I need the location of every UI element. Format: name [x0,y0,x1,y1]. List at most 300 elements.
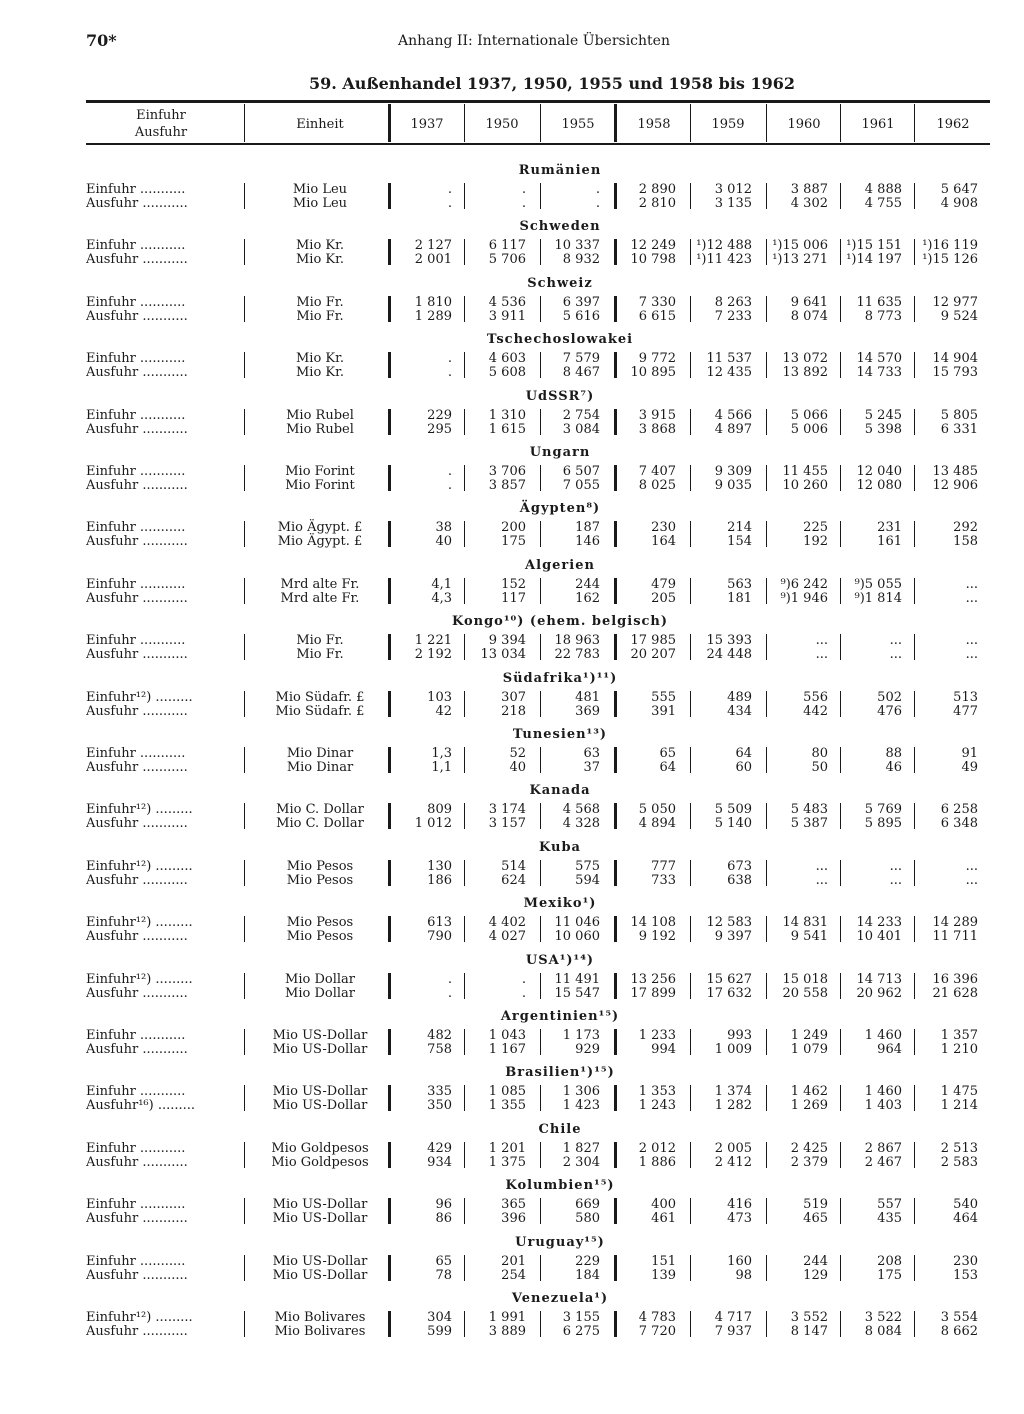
value-cell-1958: 2 012 [638,1141,676,1156]
value-cell-1958: 1 243 [638,1098,676,1113]
value-cell-1937: 229 [427,408,452,423]
value-cell-1959: 2 412 [714,1155,752,1170]
column-divider [540,916,541,942]
column-divider [244,634,245,660]
value-cell-1950: 3 174 [488,802,526,817]
value-cell-1960: 13 072 [782,351,828,366]
import-label: Einfuhr ........... [86,1198,186,1212]
value-cell-1960: 519 [803,1197,828,1212]
export-label: Ausfuhr ........... [86,874,188,888]
value-cell-1961: 20 962 [856,986,902,1001]
country-heading: Rumänien [518,163,602,178]
value-cell-1937: 42 [435,704,452,719]
value-cell-1937: 4,1 [431,577,452,592]
column-divider [244,803,245,829]
value-cell-1962: 1 357 [940,1028,978,1043]
export-label: Ausfuhr ........... [86,423,188,437]
column-divider [840,296,841,322]
value-cell-1961: 476 [877,704,902,719]
value-cell-1960: ⁹)1 946 [780,591,828,606]
column-divider [614,521,617,547]
value-cell-1961: 2 867 [864,1141,902,1156]
value-cell-1961: ... [889,647,902,662]
unit-cell: Mio US-Dollar [272,1197,368,1212]
value-cell-1937: 96 [435,1197,452,1212]
column-divider [766,1255,767,1281]
value-cell-1955: 187 [575,520,600,535]
column-divider [690,183,691,209]
column-divider [614,578,617,604]
country-heading: Südafrika¹)¹¹) [502,671,618,686]
value-cell-1950: 201 [501,1254,526,1269]
value-cell-1937: . [447,196,452,211]
value-cell-1955: 229 [575,1254,600,1269]
value-cell-1961: ¹)14 197 [846,252,902,267]
import-label: Einfuhr ........... [86,747,186,761]
value-cell-1961: 161 [877,534,902,549]
column-divider [614,1085,617,1111]
import-label: Einfuhr ........... [86,183,186,197]
column-divider [614,860,617,886]
value-cell-1961: 8 773 [864,309,902,324]
value-cell-1959: 7 937 [714,1324,752,1339]
column-divider [914,691,915,717]
column-divider [244,1311,245,1337]
value-cell-1960: 1 462 [790,1084,828,1099]
value-cell-1962: ... [965,647,978,662]
value-cell-1960: 8 147 [790,1324,828,1339]
column-divider [540,691,541,717]
value-cell-1958: 9 192 [638,929,676,944]
value-cell-1955: 10 060 [554,929,600,944]
column-divider [914,803,915,829]
value-cell-1958: 3 915 [638,408,676,423]
running-head: Anhang II: Internationale Übersichten [398,33,670,49]
value-cell-1960: 465 [803,1211,828,1226]
country-heading: Schweden [519,219,601,234]
column-divider [690,1198,691,1224]
value-cell-1950: 1 167 [488,1042,526,1057]
import-label: Einfuhr ........... [86,1029,186,1043]
value-cell-1961: 14 570 [856,351,902,366]
column-divider [388,1255,391,1281]
value-cell-1960: 556 [803,690,828,705]
value-cell-1955: 146 [575,534,600,549]
unit-cell: Mio US-Dollar [272,1098,368,1113]
column-divider [244,916,245,942]
value-cell-1955: 6 275 [562,1324,600,1339]
column-divider [914,1255,915,1281]
value-cell-1955: . [595,196,600,211]
value-cell-1960: 15 018 [782,972,828,987]
value-cell-1937: 809 [427,802,452,817]
value-cell-1955: 37 [583,760,600,775]
value-cell-1955: 575 [575,859,600,874]
column-divider [388,1029,391,1055]
value-cell-1962: 6 331 [940,422,978,437]
column-divider [690,409,691,435]
unit-cell: Mio Pesos [286,873,354,888]
country-heading: Tschechoslowakei [486,332,634,347]
column-divider [766,973,767,999]
column-divider [464,860,465,886]
value-cell-1958: 230 [651,520,676,535]
value-cell-1958: 8 025 [638,478,676,493]
column-divider [690,973,691,999]
value-cell-1961: ... [889,859,902,874]
export-label: Ausfuhr ........... [86,310,188,324]
column-divider [540,183,541,209]
export-label: Ausfuhr ........... [86,1325,188,1339]
unit-cell: Mio Bolivares [274,1310,366,1325]
import-row [0,409,1024,423]
column-divider [766,352,767,378]
country-heading: Kolumbien¹⁵) [505,1178,615,1193]
unit-cell: Mio Pesos [286,929,354,944]
value-cell-1937: 2 127 [414,238,452,253]
column-divider [244,578,245,604]
column-divider [540,1142,541,1168]
value-cell-1950: 9 394 [488,633,526,648]
value-cell-1955: 481 [575,690,600,705]
import-row [0,239,1024,253]
column-divider [614,634,617,660]
value-cell-1950: 218 [501,704,526,719]
value-cell-1958: 10 895 [630,365,676,380]
export-row [0,1325,1024,1339]
value-cell-1960: 80 [811,746,828,761]
value-cell-1937: 40 [435,534,452,549]
value-cell-1955: 3 155 [562,1310,600,1325]
import-label: Einfuhr¹²) ......... [86,973,193,987]
column-divider [914,521,915,547]
export-row [0,874,1024,888]
column-divider [614,352,617,378]
column-divider [244,465,245,491]
column-divider [464,296,465,322]
column-divider [840,1085,841,1111]
column-header-year: 1950 [485,116,519,132]
value-cell-1961: 208 [877,1254,902,1269]
value-cell-1937: 599 [427,1324,452,1339]
column-divider [840,1029,841,1055]
value-cell-1955: 4 328 [562,816,600,831]
column-divider [914,409,915,435]
value-cell-1962: 11 711 [932,929,978,944]
value-cell-1937: 38 [435,520,452,535]
value-cell-1955: 6 507 [562,464,600,479]
import-row [0,1029,1024,1043]
value-cell-1959: 9 397 [714,929,752,944]
value-cell-1950: 1 615 [488,422,526,437]
unit-cell: Mio US-Dollar [272,1084,368,1099]
column-divider [766,916,767,942]
export-label: Ausfuhr ........... [86,930,188,944]
column-divider [388,634,391,660]
value-cell-1959: 12 435 [706,365,752,380]
import-row [0,803,1024,817]
column-divider [540,409,541,435]
value-cell-1937: . [447,986,452,1001]
value-cell-1959: 1 009 [714,1042,752,1057]
value-cell-1962: 230 [953,1254,978,1269]
value-cell-1937: 934 [427,1155,452,1170]
unit-cell: Mio Dollar [285,986,355,1001]
column-divider [244,183,245,209]
header-divider [540,104,541,142]
value-cell-1962: ... [965,873,978,888]
value-cell-1950: . [521,986,526,1001]
column-divider [840,1311,841,1337]
unit-cell: Mio Forint [285,464,355,479]
import-label: Einfuhr¹²) ......... [86,860,193,874]
export-row [0,1212,1024,1226]
value-cell-1950: 307 [501,690,526,705]
value-cell-1960: 1 079 [790,1042,828,1057]
column-divider [388,239,391,265]
value-cell-1950: 4 536 [488,295,526,310]
value-cell-1959: 4 717 [714,1310,752,1325]
value-cell-1959: 160 [727,1254,752,1269]
column-divider [690,1142,691,1168]
value-cell-1960: 9 641 [790,295,828,310]
value-cell-1961: 5 245 [864,408,902,423]
column-divider [464,1085,465,1111]
unit-cell: Mio Ägypt. £ [277,534,363,549]
value-cell-1961: ⁹)5 055 [854,577,902,592]
value-cell-1960: 11 455 [782,464,828,479]
import-row [0,634,1024,648]
value-cell-1950: 3 911 [488,309,526,324]
column-divider [464,183,465,209]
export-row [0,761,1024,775]
value-cell-1955: 929 [575,1042,600,1057]
unit-cell: Mio Kr. [295,351,345,366]
value-cell-1955: 2 754 [562,408,600,423]
column-divider [690,352,691,378]
column-divider [766,296,767,322]
import-row [0,1311,1024,1325]
value-cell-1955: 22 783 [554,647,600,662]
value-cell-1958: 1 353 [638,1084,676,1099]
value-cell-1961: 4 888 [864,182,902,197]
value-cell-1950: . [521,196,526,211]
value-cell-1962: 6 348 [940,816,978,831]
import-row [0,1142,1024,1156]
column-divider [840,578,841,604]
unit-cell: Mio Fr. [296,647,344,662]
value-cell-1959: 638 [727,873,752,888]
value-cell-1955: 10 337 [554,238,600,253]
column-divider [244,296,245,322]
value-cell-1960: 5 006 [790,422,828,437]
value-cell-1959: 993 [727,1028,752,1043]
value-cell-1962: 1 475 [940,1084,978,1099]
column-divider [766,1085,767,1111]
column-header-unit: Einheit [296,116,344,132]
value-cell-1960: ... [815,873,828,888]
country-heading: Kanada [529,783,591,798]
import-label: Einfuhr ........... [86,296,186,310]
value-cell-1962: 477 [953,704,978,719]
column-divider [766,409,767,435]
import-row [0,860,1024,874]
value-cell-1959: 673 [727,859,752,874]
country-heading: Uruguay¹⁵) [515,1235,605,1250]
value-cell-1958: 2 890 [638,182,676,197]
column-divider [388,691,391,717]
export-row [0,592,1024,606]
value-cell-1962: 15 793 [932,365,978,380]
column-divider [840,239,841,265]
value-cell-1958: 733 [651,873,676,888]
value-cell-1961: 557 [877,1197,902,1212]
unit-cell: Mio Kr. [295,365,345,380]
value-cell-1950: 1 201 [488,1141,526,1156]
value-cell-1937: 758 [427,1042,452,1057]
value-cell-1950: 1 355 [488,1098,526,1113]
value-cell-1958: 461 [651,1211,676,1226]
column-divider [914,634,915,660]
column-divider [840,747,841,773]
column-divider [244,860,245,886]
column-divider [914,465,915,491]
value-cell-1955: 7 579 [562,351,600,366]
value-cell-1950: 4 027 [488,929,526,944]
column-divider [690,803,691,829]
value-cell-1955: 580 [575,1211,600,1226]
export-label: Ausfuhr ........... [86,1212,188,1226]
unit-cell: Mio Dinar [286,760,354,775]
value-cell-1962: 513 [953,690,978,705]
column-divider [388,352,391,378]
value-cell-1960: 192 [803,534,828,549]
import-row [0,521,1024,535]
value-cell-1962: 4 908 [940,196,978,211]
value-cell-1961: 10 401 [856,929,902,944]
value-cell-1958: 205 [651,591,676,606]
value-cell-1950: 175 [501,534,526,549]
value-cell-1950: 117 [501,591,526,606]
unit-cell: Mio Dollar [285,972,355,987]
value-cell-1958: 7 407 [638,464,676,479]
value-cell-1937: 2 001 [414,252,452,267]
column-divider [766,691,767,717]
unit-cell: Mio Goldpesos [271,1141,369,1156]
value-cell-1960: 5 483 [790,802,828,817]
column-divider [840,183,841,209]
value-cell-1958: 14 108 [630,915,676,930]
value-cell-1959: 5 140 [714,816,752,831]
value-cell-1961: ¹)15 151 [846,238,902,253]
value-cell-1959: 98 [735,1268,752,1283]
value-cell-1958: 3 868 [638,422,676,437]
column-divider [840,465,841,491]
column-divider [766,578,767,604]
column-divider [840,409,841,435]
value-cell-1960: 2 425 [790,1141,828,1156]
country-heading: Kuba [539,840,581,855]
value-cell-1961: 46 [885,760,902,775]
column-divider [840,1142,841,1168]
column-divider [840,691,841,717]
column-divider [840,1255,841,1281]
column-divider [464,747,465,773]
unit-cell: Mio C. Dollar [276,802,364,817]
column-divider [614,1198,617,1224]
value-cell-1937: 4,3 [431,591,452,606]
value-cell-1955: 18 963 [554,633,600,648]
import-label: Einfuhr ........... [86,634,186,648]
value-cell-1955: 669 [575,1197,600,1212]
value-cell-1950: 1 310 [488,408,526,423]
value-cell-1955: 1 173 [562,1028,600,1043]
value-cell-1937: 613 [427,915,452,930]
value-cell-1959: 181 [727,591,752,606]
value-cell-1959: 64 [735,746,752,761]
table-title: 59. Außenhandel 1937, 1950, 1955 und 1958 bis 1962 [308,74,795,93]
value-cell-1950: 1 991 [488,1310,526,1325]
column-header-year: 1960 [787,116,821,132]
value-cell-1962: 9 524 [940,309,978,324]
value-cell-1950: 365 [501,1197,526,1212]
unit-cell: Mio Südafr. £ [275,704,365,719]
header-divider [840,104,841,142]
value-cell-1958: 555 [651,690,676,705]
column-divider [766,1311,767,1337]
value-cell-1961: 502 [877,690,902,705]
value-cell-1962: 91 [961,746,978,761]
column-divider [540,860,541,886]
value-cell-1959: 11 537 [706,351,752,366]
import-label: Einfuhr ........... [86,578,186,592]
value-cell-1962: ¹)16 119 [922,238,978,253]
value-cell-1958: 9 772 [638,351,676,366]
value-cell-1960: 10 260 [782,478,828,493]
value-cell-1955: 184 [575,1268,600,1283]
column-divider [388,916,391,942]
value-cell-1958: 479 [651,577,676,592]
value-cell-1955: 2 304 [562,1155,600,1170]
value-cell-1950: 1 085 [488,1084,526,1099]
column-divider [540,239,541,265]
value-cell-1958: 994 [651,1042,676,1057]
value-cell-1962: 12 906 [932,478,978,493]
column-divider [464,916,465,942]
header-import-label: Einfuhr [136,108,186,123]
value-cell-1961: 14 713 [856,972,902,987]
value-cell-1959: 9 035 [714,478,752,493]
value-cell-1962: 5 805 [940,408,978,423]
value-cell-1959: ¹)11 423 [696,252,752,267]
column-divider [244,973,245,999]
export-label: Ausfuhr ........... [86,1043,188,1057]
column-divider [766,860,767,886]
value-cell-1955: 244 [575,577,600,592]
value-cell-1937: 429 [427,1141,452,1156]
column-divider [766,239,767,265]
value-cell-1961: 964 [877,1042,902,1057]
value-cell-1937: . [447,464,452,479]
column-divider [388,521,391,547]
export-row [0,1099,1024,1113]
value-cell-1962: 49 [961,760,978,775]
column-divider [766,465,767,491]
value-cell-1937: 2 192 [414,647,452,662]
country-heading: Ungarn [529,445,591,460]
value-cell-1961: 1 460 [864,1084,902,1099]
column-divider [690,1085,691,1111]
